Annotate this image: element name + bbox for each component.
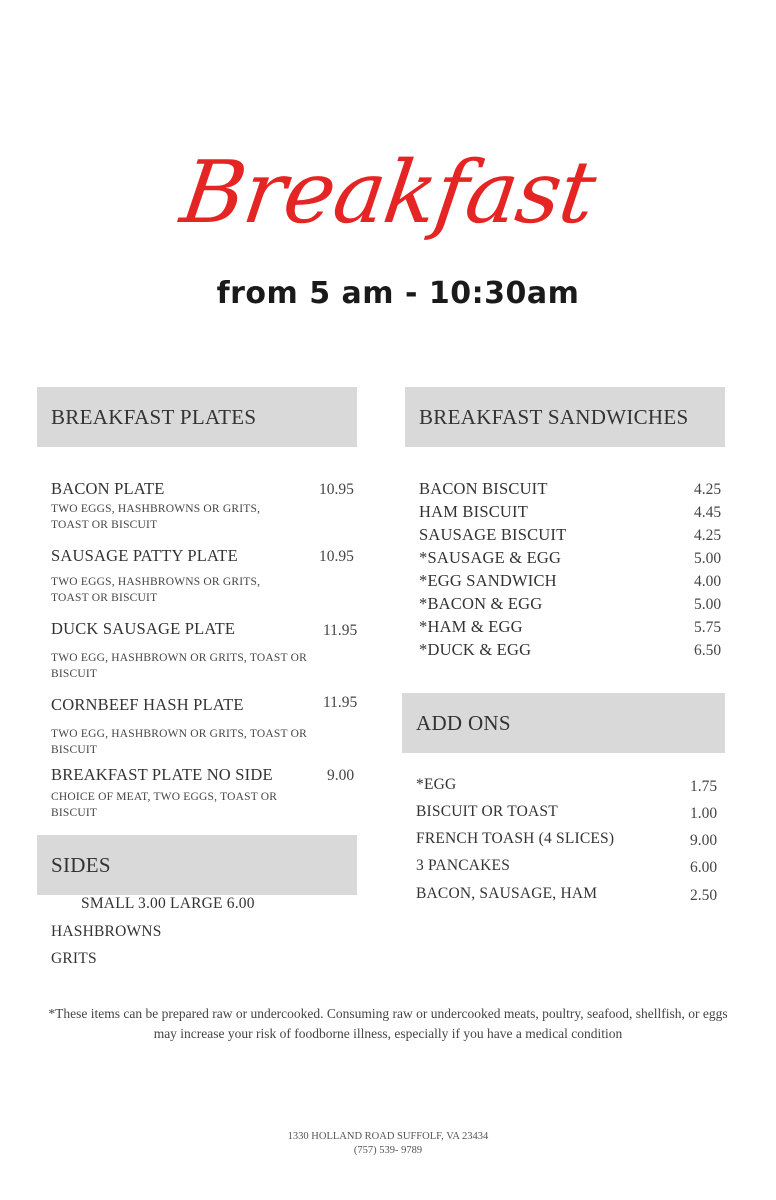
item-price: 6.50 — [694, 642, 722, 659]
item-price: 2.50 — [690, 887, 718, 904]
item-price: 10.95 — [319, 548, 354, 565]
item-name: BISCUIT OR TOAST — [416, 803, 558, 820]
sides-sizes: SMALL 3.00 LARGE 6.00 — [81, 895, 255, 912]
item-price: 4.25 — [694, 481, 722, 498]
section-title: BREAKFAST PLATES — [51, 404, 257, 429]
item-name: SAUSAGE BISCUIT — [419, 525, 567, 544]
item-description: TWO EGGS, HASHBROWNS OR GRITS, TOAST OR BISCUIT — [51, 503, 261, 531]
item-name: SAUSAGE PATTY PLATE — [51, 546, 238, 565]
item-price: 5.75 — [694, 619, 722, 636]
item-name: DUCK SAUSAGE PLATE — [51, 619, 236, 638]
item-price: 9.00 — [690, 832, 718, 849]
item-price: 5.00 — [694, 596, 722, 613]
item-name: 3 PANCAKES — [416, 857, 511, 874]
item-name: *SAUSAGE & EGG — [419, 548, 562, 567]
item-price: 4.25 — [694, 527, 722, 544]
item-name: BACON PLATE — [51, 479, 165, 498]
item-name: BREAKFAST PLATE NO SIDE — [51, 765, 273, 784]
footer-phone: (757) 539- 9789 — [353, 1145, 423, 1156]
item-description: TWO EGG, HASHBROWN OR GRITS, TOAST OR BISCUIT — [51, 652, 307, 680]
item-price: 4.45 — [694, 504, 722, 521]
item-name: *BACON & EGG — [419, 594, 543, 613]
serving-hours: from 5 am - 10:30am — [216, 276, 580, 311]
item-price: 4.00 — [694, 573, 722, 590]
section-title: ADD ONS — [416, 710, 511, 735]
list-item: GRITS — [51, 950, 97, 967]
section-header-plates — [37, 387, 357, 447]
section-header-addons — [402, 693, 725, 753]
section-header-sides — [37, 835, 357, 895]
item-name: *EGG SANDWICH — [419, 571, 557, 590]
item-name: BACON, SAUSAGE, HAM — [416, 885, 598, 902]
item-price: 11.95 — [323, 694, 358, 711]
food-safety-disclaimer: *These items can be prepared raw or undercooked. Consuming raw or undercooked meats, poultry, seafood, shellfish, or eggs may increase your risk of foodborne illness, especially if you have a medical condition — [48, 1006, 728, 1041]
item-price: 1.75 — [690, 778, 718, 795]
item-name: BACON BISCUIT — [419, 479, 548, 498]
item-name: *DUCK & EGG — [419, 640, 532, 659]
menu-title: Breakfast — [175, 143, 601, 243]
item-name: *EGG — [416, 776, 457, 793]
section-header-sandwiches — [405, 387, 725, 447]
item-price: 10.95 — [319, 481, 354, 498]
section-title: BREAKFAST SANDWICHES — [419, 404, 689, 429]
item-name: *HAM & EGG — [419, 617, 523, 636]
item-description: CHOICE OF MEAT, TWO EGGS, TOAST OR BISCUIT — [51, 791, 278, 819]
item-name: HAM BISCUIT — [419, 502, 528, 521]
item-price: 5.00 — [694, 550, 722, 567]
list-item: HASHBROWNS — [51, 923, 162, 940]
item-price: 11.95 — [323, 622, 358, 639]
item-name: CORNBEEF HASH PLATE — [51, 695, 244, 714]
item-description: TWO EGG, HASHBROWN OR GRITS, TOAST OR BISCUIT — [51, 728, 307, 756]
item-description: TWO EGGS, HASHBROWNS OR GRITS, TOAST OR BISCUIT — [51, 576, 261, 604]
item-price: 6.00 — [690, 859, 718, 876]
item-name: FRENCH TOASH (4 SLICES) — [416, 830, 615, 847]
section-title: SIDES — [51, 852, 111, 877]
footer-address: 1330 HOLLAND ROAD SUFFOLF, VA 23434 — [287, 1131, 489, 1142]
item-price: 9.00 — [327, 767, 355, 784]
item-price: 1.00 — [690, 805, 718, 822]
